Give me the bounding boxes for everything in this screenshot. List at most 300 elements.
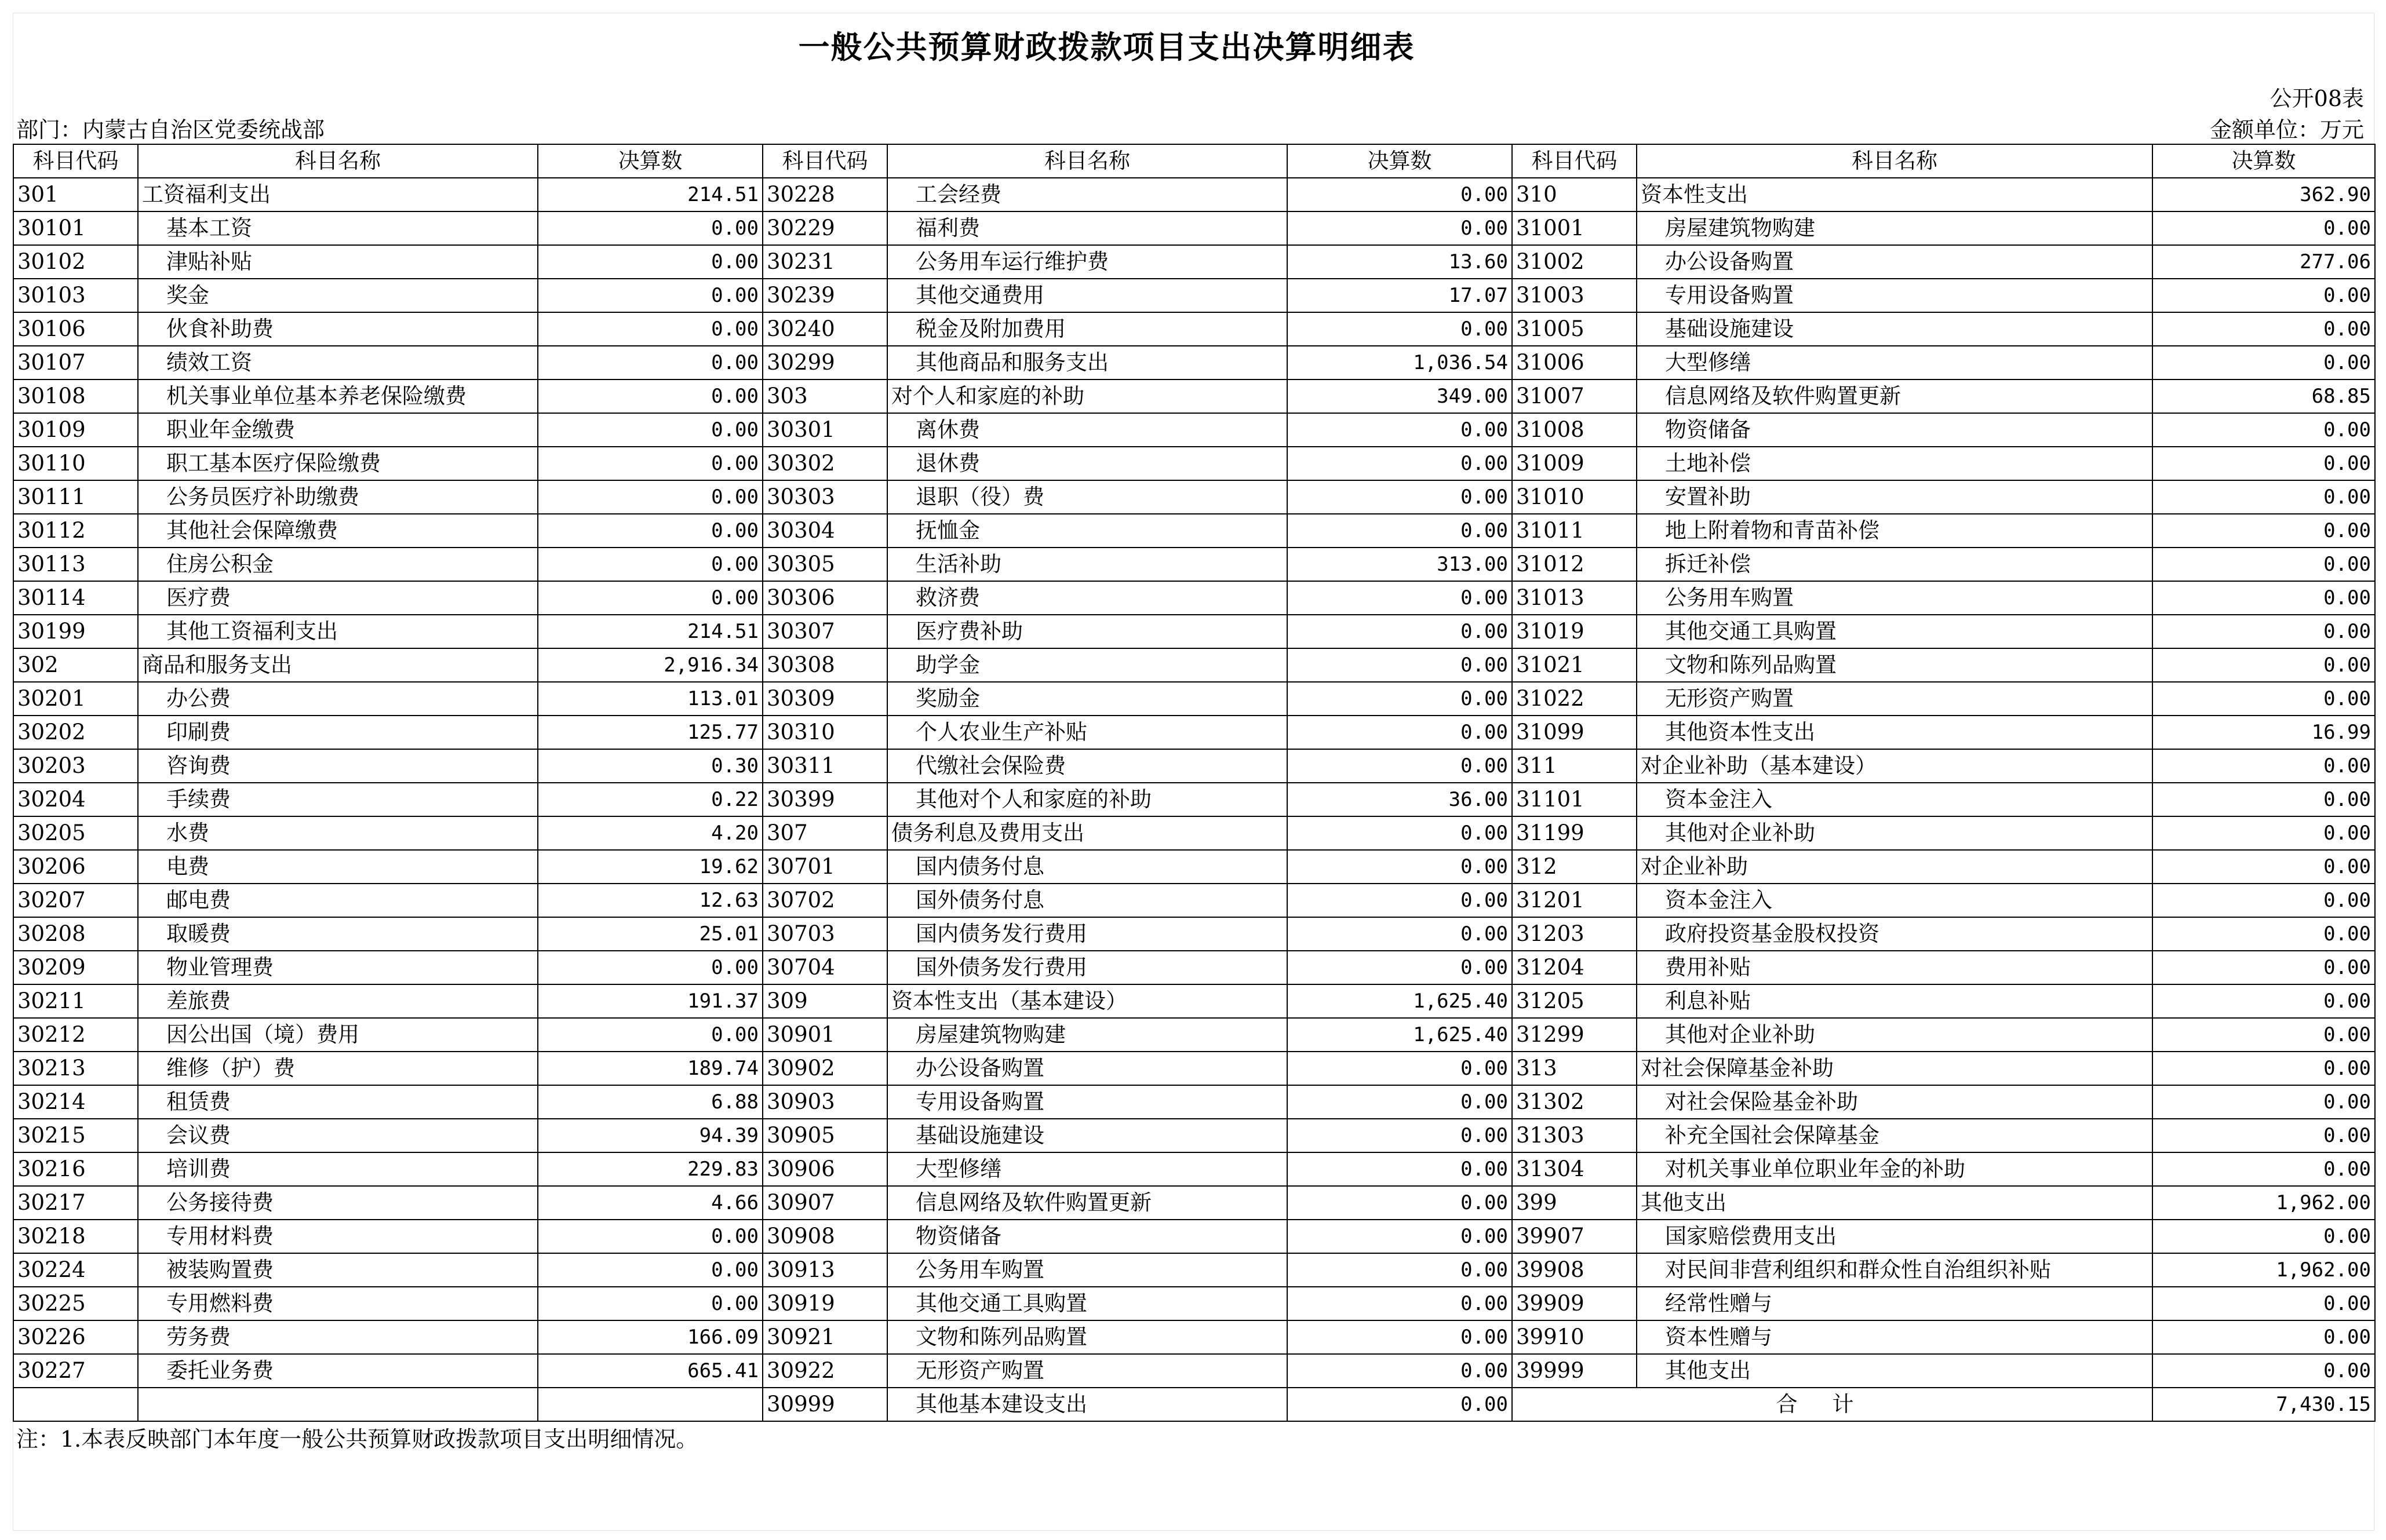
table-row — [13, 379, 2375, 413]
item-code: 30225 — [13, 1287, 138, 1320]
item-amount: 6.88 — [538, 1085, 763, 1119]
item-name: 差旅费 — [138, 984, 538, 1018]
item-code: 30310 — [763, 716, 887, 749]
item-amount: 0.00 — [2152, 1354, 2375, 1388]
item-amount: 0.00 — [1287, 1220, 1512, 1253]
item-amount: 0.00 — [2152, 1152, 2375, 1186]
item-name: 其他对企业补助 — [1637, 816, 2152, 850]
item-code: 30202 — [13, 716, 138, 749]
item-amount: 277.06 — [2152, 245, 2375, 279]
table-row — [13, 1186, 2375, 1220]
item-amount: 0.00 — [2152, 480, 2375, 514]
item-amount: 229.83 — [538, 1152, 763, 1186]
item-code: 30308 — [763, 648, 887, 682]
table-row — [13, 716, 2375, 749]
item-code: 30112 — [13, 514, 138, 548]
table-row — [13, 312, 2375, 346]
item-code: 30309 — [763, 682, 887, 716]
item-name: 电费 — [138, 850, 538, 884]
item-name: 其他交通工具购置 — [887, 1287, 1287, 1320]
item-name: 资本性支出（基本建设） — [887, 984, 1287, 1018]
item-name: 代缴社会保险费 — [887, 749, 1287, 783]
header-code: 科目代码 — [1512, 144, 1637, 178]
item-code: 30214 — [13, 1085, 138, 1119]
item-name: 租赁费 — [138, 1085, 538, 1119]
table-row — [13, 682, 2375, 716]
item-name: 文物和陈列品购置 — [1637, 648, 2152, 682]
item-code: 31013 — [1512, 581, 1637, 615]
item-code: 30110 — [13, 447, 138, 480]
item-amount: 191.37 — [538, 984, 763, 1018]
table-row — [13, 1388, 2375, 1421]
item-amount: 0.00 — [1287, 1052, 1512, 1085]
report-sheet — [13, 13, 2374, 1457]
item-name: 对企业补助 — [1637, 850, 2152, 884]
item-name: 政府投资基金股权投资 — [1637, 917, 2152, 951]
item-name: 公务用车购置 — [887, 1253, 1287, 1287]
item-name: 对企业补助（基本建设） — [1637, 749, 2152, 783]
item-amount: 0.00 — [538, 1287, 763, 1320]
header-name: 科目名称 — [138, 144, 538, 178]
item-amount: 68.85 — [2152, 379, 2375, 413]
header-code: 科目代码 — [13, 144, 138, 178]
item-amount: 0.00 — [538, 379, 763, 413]
item-amount: 665.41 — [538, 1354, 763, 1388]
item-code: 30908 — [763, 1220, 887, 1253]
item-amount: 0.00 — [1287, 1354, 1512, 1388]
item-name: 抚恤金 — [887, 514, 1287, 548]
item-code: 31005 — [1512, 312, 1637, 346]
unit-label: 金额单位：万元 — [2209, 117, 2364, 143]
item-name: 职业年金缴费 — [138, 413, 538, 447]
table-row — [13, 1287, 2375, 1320]
item-amount: 0.00 — [2152, 917, 2375, 951]
item-code: 312 — [1512, 850, 1637, 884]
table-row — [13, 1354, 2375, 1388]
item-name: 国家赔偿费用支出 — [1637, 1220, 2152, 1253]
item-name: 福利费 — [887, 211, 1287, 245]
item-name: 国内债务发行费用 — [887, 917, 1287, 951]
item-code: 30305 — [763, 548, 887, 581]
item-name: 公务员医疗补助缴费 — [138, 480, 538, 514]
item-name: 奖励金 — [887, 682, 1287, 716]
item-code: 30399 — [763, 783, 887, 816]
item-name: 物资储备 — [1637, 413, 2152, 447]
item-code: 31302 — [1512, 1085, 1637, 1119]
item-amount: 1,625.40 — [1287, 1018, 1512, 1052]
item-code: 30207 — [13, 884, 138, 917]
table-row — [13, 850, 2375, 884]
item-name: 大型修缮 — [887, 1152, 1287, 1186]
table-row — [13, 648, 2375, 682]
item-amount: 0.00 — [1287, 816, 1512, 850]
item-name: 取暖费 — [138, 917, 538, 951]
item-name: 商品和服务支出 — [138, 648, 538, 682]
item-amount: 13.60 — [1287, 245, 1512, 279]
item-name: 费用补贴 — [1637, 951, 2152, 984]
item-code: 303 — [763, 379, 887, 413]
item-code: 30213 — [13, 1052, 138, 1085]
item-code: 39910 — [1512, 1320, 1637, 1354]
item-code: 30903 — [763, 1085, 887, 1119]
total-label: 合计 — [1512, 1388, 2152, 1421]
item-name: 税金及附加费用 — [887, 312, 1287, 346]
item-name: 对社会保障基金补助 — [1637, 1052, 2152, 1085]
item-name: 对民间非营利组织和群众性自治组织补贴 — [1637, 1253, 2152, 1287]
item-amount: 0.00 — [1287, 1253, 1512, 1287]
item-amount: 0.00 — [538, 346, 763, 379]
item-name: 办公费 — [138, 682, 538, 716]
item-code: 30905 — [763, 1119, 887, 1152]
item-code: 31021 — [1512, 648, 1637, 682]
item-code: 31304 — [1512, 1152, 1637, 1186]
item-code: 31010 — [1512, 480, 1637, 514]
item-name: 工会经费 — [887, 178, 1287, 211]
item-name: 绩效工资 — [138, 346, 538, 379]
item-amount: 0.00 — [538, 211, 763, 245]
item-amount: 0.00 — [538, 1220, 763, 1253]
table-row — [13, 245, 2375, 279]
item-amount: 2,916.34 — [538, 648, 763, 682]
item-amount: 0.00 — [1287, 211, 1512, 245]
item-code: 31001 — [1512, 211, 1637, 245]
item-name: 基础设施建设 — [887, 1119, 1287, 1152]
item-code: 30303 — [763, 480, 887, 514]
item-amount: 0.00 — [2152, 682, 2375, 716]
item-code: 30304 — [763, 514, 887, 548]
item-amount: 0.00 — [2152, 1287, 2375, 1320]
item-name: 住房公积金 — [138, 548, 538, 581]
item-code: 30216 — [13, 1152, 138, 1186]
item-name: 咨询费 — [138, 749, 538, 783]
table-row — [13, 1018, 2375, 1052]
item-name: 其他对个人和家庭的补助 — [887, 783, 1287, 816]
item-code: 30902 — [763, 1052, 887, 1085]
item-amount: 0.00 — [1287, 1287, 1512, 1320]
item-amount: 0.00 — [2152, 1119, 2375, 1152]
table-header-row — [13, 144, 2375, 178]
item-name: 经常性赠与 — [1637, 1287, 2152, 1320]
total-amount: 7,430.15 — [2152, 1388, 2375, 1421]
item-name: 委托业务费 — [138, 1354, 538, 1388]
item-name: 生活补助 — [887, 548, 1287, 581]
item-name: 信息网络及软件购置更新 — [1637, 379, 2152, 413]
item-amount: 19.62 — [538, 850, 763, 884]
item-name: 其他资本性支出 — [1637, 716, 2152, 749]
item-code: 30203 — [13, 749, 138, 783]
item-code: 31022 — [1512, 682, 1637, 716]
item-name: 对社会保险基金补助 — [1637, 1085, 2152, 1119]
item-name: 国外债务发行费用 — [887, 951, 1287, 984]
item-code: 30201 — [13, 682, 138, 716]
item-amount: 0.00 — [2152, 1085, 2375, 1119]
item-name: 水费 — [138, 816, 538, 850]
item-name: 对个人和家庭的补助 — [887, 379, 1287, 413]
table-row — [13, 211, 2375, 245]
item-amount: 0.00 — [2152, 211, 2375, 245]
table-row — [13, 447, 2375, 480]
item-code: 30906 — [763, 1152, 887, 1186]
item-amount: 0.00 — [2152, 648, 2375, 682]
item-name: 退休费 — [887, 447, 1287, 480]
item-amount: 0.00 — [1287, 447, 1512, 480]
item-amount: 0.22 — [538, 783, 763, 816]
table-row — [13, 480, 2375, 514]
item-code: 31101 — [1512, 783, 1637, 816]
item-amount: 0.00 — [2152, 884, 2375, 917]
item-code: 30211 — [13, 984, 138, 1018]
item-name: 其他对企业补助 — [1637, 1018, 2152, 1052]
item-code: 310 — [1512, 178, 1637, 211]
header-amount: 决算数 — [538, 144, 763, 178]
item-amount: 1,962.00 — [2152, 1253, 2375, 1287]
table-row — [13, 581, 2375, 615]
item-code: 30199 — [13, 615, 138, 648]
item-amount: 4.66 — [538, 1186, 763, 1220]
item-name: 地上附着物和青苗补偿 — [1637, 514, 2152, 548]
table-row — [13, 783, 2375, 816]
item-name: 基础设施建设 — [1637, 312, 2152, 346]
item-amount: 0.00 — [2152, 951, 2375, 984]
item-amount — [538, 1388, 763, 1421]
item-code: 39999 — [1512, 1354, 1637, 1388]
item-code: 30224 — [13, 1253, 138, 1287]
item-code: 30922 — [763, 1354, 887, 1388]
item-name: 补充全国社会保障基金 — [1637, 1119, 2152, 1152]
item-name: 其他社会保障缴费 — [138, 514, 538, 548]
item-name: 房屋建筑物购建 — [1637, 211, 2152, 245]
item-code: 30205 — [13, 816, 138, 850]
item-code: 30103 — [13, 279, 138, 312]
item-amount: 0.00 — [2152, 615, 2375, 648]
item-amount: 214.51 — [538, 178, 763, 211]
item-amount: 17.07 — [1287, 279, 1512, 312]
item-code: 30114 — [13, 581, 138, 615]
item-code: 39908 — [1512, 1253, 1637, 1287]
item-code: 31019 — [1512, 615, 1637, 648]
item-code: 309 — [763, 984, 887, 1018]
item-code: 30229 — [763, 211, 887, 245]
item-code: 30999 — [763, 1388, 887, 1421]
item-amount: 0.00 — [1287, 514, 1512, 548]
item-amount: 1,625.40 — [1287, 984, 1512, 1018]
item-name: 培训费 — [138, 1152, 538, 1186]
item-name: 伙食补助费 — [138, 312, 538, 346]
item-amount: 0.00 — [1287, 1388, 1512, 1421]
item-code: 31204 — [1512, 951, 1637, 984]
item-name: 公务接待费 — [138, 1186, 538, 1220]
item-name — [138, 1388, 538, 1421]
item-code: 30227 — [13, 1354, 138, 1388]
item-name: 无形资产购置 — [887, 1354, 1287, 1388]
item-name: 公务用车运行维护费 — [887, 245, 1287, 279]
item-name: 拆迁补偿 — [1637, 548, 2152, 581]
item-amount: 0.00 — [538, 514, 763, 548]
item-code: 30239 — [763, 279, 887, 312]
item-code: 30299 — [763, 346, 887, 379]
header-amount: 决算数 — [2152, 144, 2375, 178]
item-code: 30107 — [13, 346, 138, 379]
item-code: 31201 — [1512, 884, 1637, 917]
item-amount: 349.00 — [1287, 379, 1512, 413]
item-name: 物业管理费 — [138, 951, 538, 984]
item-code: 30109 — [13, 413, 138, 447]
item-name: 利息补贴 — [1637, 984, 2152, 1018]
item-name: 对机关事业单位职业年金的补助 — [1637, 1152, 2152, 1186]
item-amount: 0.00 — [538, 279, 763, 312]
item-code: 31002 — [1512, 245, 1637, 279]
item-amount: 0.00 — [1287, 1119, 1512, 1152]
item-amount: 0.00 — [2152, 783, 2375, 816]
item-name: 其他支出 — [1637, 1354, 2152, 1388]
item-amount: 0.00 — [1287, 716, 1512, 749]
item-amount: 189.74 — [538, 1052, 763, 1085]
item-amount: 0.00 — [1287, 749, 1512, 783]
item-code: 30301 — [763, 413, 887, 447]
item-code: 31099 — [1512, 716, 1637, 749]
table-row — [13, 984, 2375, 1018]
item-code: 31203 — [1512, 917, 1637, 951]
table-row — [13, 1253, 2375, 1287]
item-amount: 12.63 — [538, 884, 763, 917]
table-row — [13, 951, 2375, 984]
item-name: 物资储备 — [887, 1220, 1287, 1253]
item-code: 302 — [13, 648, 138, 682]
table-row — [13, 884, 2375, 917]
item-code: 30228 — [763, 178, 887, 211]
item-name: 资本性赠与 — [1637, 1320, 2152, 1354]
item-name: 房屋建筑物购建 — [887, 1018, 1287, 1052]
item-name: 安置补助 — [1637, 480, 2152, 514]
item-name: 专用设备购置 — [887, 1085, 1287, 1119]
item-amount: 0.00 — [2152, 279, 2375, 312]
item-amount: 0.00 — [538, 951, 763, 984]
item-name: 办公设备购置 — [1637, 245, 2152, 279]
item-amount: 0.00 — [538, 548, 763, 581]
item-name: 公务用车购置 — [1637, 581, 2152, 615]
item-code: 30703 — [763, 917, 887, 951]
table-row — [13, 178, 2375, 211]
item-amount: 0.00 — [2152, 514, 2375, 548]
item-amount: 0.00 — [1287, 682, 1512, 716]
item-name: 因公出国（境）费用 — [138, 1018, 538, 1052]
table-row — [13, 279, 2375, 312]
item-name: 工资福利支出 — [138, 178, 538, 211]
table-row — [13, 346, 2375, 379]
item-name: 资本金注入 — [1637, 783, 2152, 816]
item-amount: 0.00 — [1287, 1085, 1512, 1119]
table-row — [13, 816, 2375, 850]
item-name: 奖金 — [138, 279, 538, 312]
footnote: 注：1.本表反映部门本年度一般公共预算财政拨款项目支出明细情况。 — [16, 1426, 698, 1452]
report-title: 一般公共预算财政拨款项目支出决算明细表 — [798, 28, 1415, 65]
item-name: 基本工资 — [138, 211, 538, 245]
item-code: 311 — [1512, 749, 1637, 783]
item-amount: 0.00 — [1287, 850, 1512, 884]
item-code: 31011 — [1512, 514, 1637, 548]
item-amount: 362.90 — [2152, 178, 2375, 211]
item-code: 313 — [1512, 1052, 1637, 1085]
item-name: 退职（役）费 — [887, 480, 1287, 514]
item-amount: 0.00 — [2152, 1320, 2375, 1354]
item-amount: 313.00 — [1287, 548, 1512, 581]
item-name: 其他工资福利支出 — [138, 615, 538, 648]
item-code: 30226 — [13, 1320, 138, 1354]
item-name: 会议费 — [138, 1119, 538, 1152]
item-name: 专用燃料费 — [138, 1287, 538, 1320]
item-code: 31003 — [1512, 279, 1637, 312]
item-amount: 0.00 — [2152, 413, 2375, 447]
item-name: 办公设备购置 — [887, 1052, 1287, 1085]
item-amount: 0.00 — [2152, 816, 2375, 850]
item-amount: 1,962.00 — [2152, 1186, 2375, 1220]
item-name: 其他基本建设支出 — [887, 1388, 1287, 1421]
item-code: 30306 — [763, 581, 887, 615]
item-name: 职工基本医疗保险缴费 — [138, 447, 538, 480]
table-row — [13, 1085, 2375, 1119]
item-name: 劳务费 — [138, 1320, 538, 1354]
item-amount: 0.00 — [2152, 1052, 2375, 1085]
item-code: 30240 — [763, 312, 887, 346]
item-amount: 0.00 — [2152, 1018, 2375, 1052]
table-row — [13, 548, 2375, 581]
item-name: 其他商品和服务支出 — [887, 346, 1287, 379]
item-name: 资本金注入 — [1637, 884, 2152, 917]
item-name: 离休费 — [887, 413, 1287, 447]
item-amount: 16.99 — [2152, 716, 2375, 749]
item-amount: 0.00 — [538, 245, 763, 279]
table-row — [13, 1220, 2375, 1253]
item-amount: 0.00 — [1287, 1152, 1512, 1186]
expenditure-table — [13, 144, 2376, 1422]
item-name: 医疗费 — [138, 581, 538, 615]
item-code: 30215 — [13, 1119, 138, 1152]
item-name: 被装购置费 — [138, 1253, 538, 1287]
form-number: 公开08表 — [2270, 86, 2364, 111]
item-code: 30307 — [763, 615, 887, 648]
item-amount: 0.00 — [1287, 1186, 1512, 1220]
item-name: 助学金 — [887, 648, 1287, 682]
item-amount: 0.00 — [2152, 312, 2375, 346]
item-code: 31007 — [1512, 379, 1637, 413]
item-name: 大型修缮 — [1637, 346, 2152, 379]
item-amount: 0.00 — [2152, 749, 2375, 783]
item-name: 其他交通费用 — [887, 279, 1287, 312]
item-code: 30206 — [13, 850, 138, 884]
item-amount: 0.00 — [1287, 1320, 1512, 1354]
item-name: 个人农业生产补贴 — [887, 716, 1287, 749]
item-code: 39909 — [1512, 1287, 1637, 1320]
item-code: 301 — [13, 178, 138, 211]
item-amount: 0.00 — [538, 480, 763, 514]
table-row — [13, 1320, 2375, 1354]
item-name: 其他交通工具购置 — [1637, 615, 2152, 648]
item-name: 邮电费 — [138, 884, 538, 917]
item-amount: 0.00 — [1287, 581, 1512, 615]
item-code: 31008 — [1512, 413, 1637, 447]
item-amount: 0.00 — [2152, 1220, 2375, 1253]
item-amount: 0.00 — [1287, 413, 1512, 447]
item-amount: 0.00 — [538, 1253, 763, 1287]
item-amount: 113.01 — [538, 682, 763, 716]
item-code: 30113 — [13, 548, 138, 581]
item-amount: 25.01 — [538, 917, 763, 951]
table-row — [13, 1152, 2375, 1186]
table-row — [13, 413, 2375, 447]
item-name: 无形资产购置 — [1637, 682, 2152, 716]
item-code: 30209 — [13, 951, 138, 984]
item-amount: 0.00 — [1287, 178, 1512, 211]
